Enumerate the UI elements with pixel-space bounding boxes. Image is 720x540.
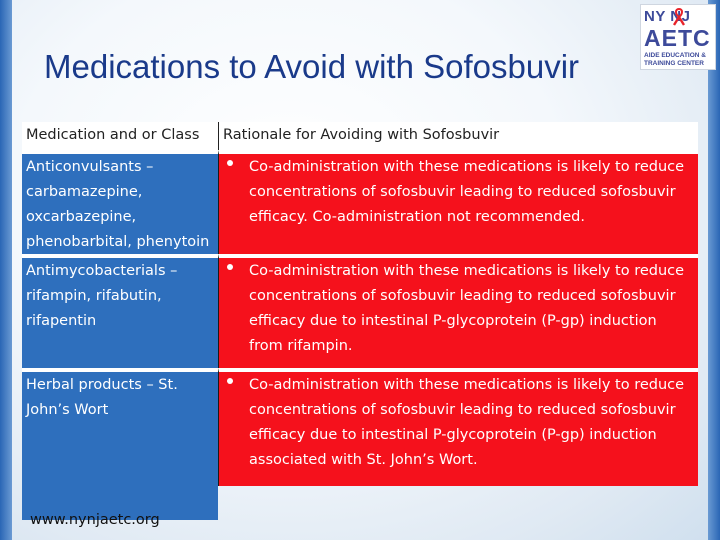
medication-cell: Anticonvulsants – carbamazepine, oxcarbazepine, phenobarbital, phenytoin — [22, 150, 218, 254]
rationale-text: Co-administration with these medications is likely to reduce concentrations of sofosbuvir leading to reduced sofosbuvir efficacy due to intestinal P-glycoprotein (P-gp) induction associated with St. John’s Wort. — [249, 377, 685, 468]
bullet-icon — [227, 264, 233, 270]
medications-table — [22, 122, 698, 520]
logo-line-3: AIDE EDUCATION & — [644, 52, 706, 59]
left-accent-bar — [0, 0, 12, 540]
logo-line-4: TRAINING CENTER — [644, 60, 704, 67]
table-row — [22, 150, 698, 254]
rationale-cell — [218, 254, 698, 368]
rationale-text: Co-administration with these medications is likely to reduce concentrations of sofosbuvir leading to reduced sofosbuvir efficacy due to intestinal P-glycoprotein (P-gp) induction from rifampin. — [249, 263, 685, 354]
rationale-text: Co-administration with these medications is likely to reduce concentrations of sofosbuvir leading to reduced sofosbuvir efficacy. Co-administration not recommended. — [249, 159, 685, 225]
header-rationale: Rationale for Avoiding with Sofosbuvir — [218, 122, 698, 150]
rationale-cell — [218, 368, 698, 486]
medication-cell: Antimycobacterials – rifampin, rifabutin, rifapentin — [22, 254, 218, 368]
rationale-cell — [218, 150, 698, 254]
bullet-icon — [227, 160, 233, 166]
medication-cell: Herbal products – St. John’s Wort — [22, 368, 218, 520]
logo-line-2: AETC — [644, 25, 711, 51]
header-medication: Medication and or Class — [26, 127, 200, 143]
table-header-row — [22, 122, 698, 150]
footer-url[interactable]: www.nynjaetc.org — [30, 512, 160, 528]
awareness-ribbon-icon — [673, 8, 685, 26]
table-row — [22, 254, 698, 368]
logo-line-1: NY NJ — [644, 8, 691, 25]
page-title: Medications to Avoid with Sofosbuvir — [44, 48, 580, 85]
bullet-icon — [227, 378, 233, 384]
table-row — [22, 368, 698, 520]
nynj-aetc-logo — [640, 4, 716, 70]
right-accent-bar — [708, 0, 720, 540]
